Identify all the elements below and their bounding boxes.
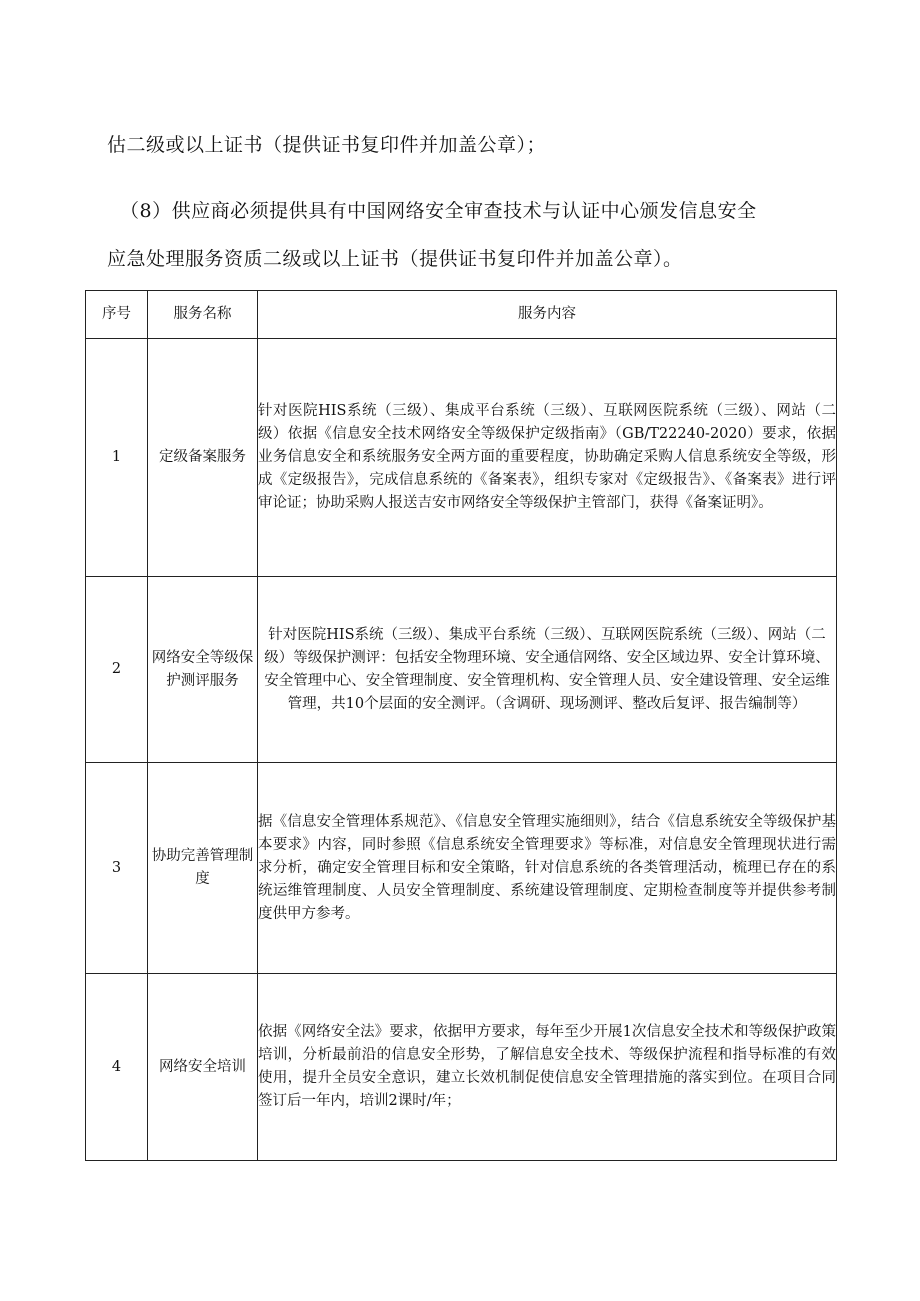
row-service-content: 据《信息安全管理体系规范》、《信息安全管理实施细则》，结合《信息系统安全等级保护基本要求》内容，同时参照《信息系统安全管理要求》等标准，对信息安全管理现状进行需求分析，确定安全管理目标和安全策略，针对信息系统的各类管理活动，梳理已存在的系统运维管理制度、人员安全管理制度、系统建设管理制度、定期检查制度等并提供参考制度供甲方参考。 <box>258 763 837 974</box>
paragraph-1: 估二级或以上证书（提供证书复印件并加盖公章）； <box>107 134 547 156</box>
paragraph-3: 应急处理服务资质二级或以上证书（提供证书复印件并加盖公章）。 <box>107 248 683 270</box>
table-row <box>86 974 837 1161</box>
header-service-content: 服务内容 <box>258 291 837 339</box>
header-service-name: 服务名称 <box>148 291 258 339</box>
paragraph-2: （8）供应商必须提供具有中国网络安全审查技术与认证中心颁发信息安全 <box>120 200 757 222</box>
table-header-row <box>86 291 837 339</box>
row-service-name: 网络安全等级保护测评服务 <box>148 577 258 763</box>
table-row <box>86 763 837 974</box>
service-table <box>85 290 837 1161</box>
row-service-content: 针对医院HIS系统（三级）、集成平台系统（三级）、互联网医院系统（三级）、网站（二级）等级保护测评：包括安全物理环境、安全通信网络、安全区域边界、安全计算环境、安全管理中心、安全管理制度、安全管理机构、安全管理人员、安全建设管理、安全运维管理，共10个层面的安全测评。（含调研、现场测评、整改后复评、报告编制等） <box>258 577 837 763</box>
row-service-name: 网络安全培训 <box>148 974 258 1161</box>
row-service-name: 协助完善管理制度 <box>148 763 258 974</box>
row-no: 3 <box>86 763 148 974</box>
row-service-content: 依据《网络安全法》要求，依据甲方要求，每年至少开展1次信息安全技术和等级保护政策培训，分析最前沿的信息安全形势，了解信息安全技术、等级保护流程和指导标准的有效使用，提升全员安全意识，建立长效机制促使信息安全管理措施的落实到位。在项目合同签订后一年内，培训2课时/年； <box>258 974 837 1161</box>
row-no: 1 <box>86 339 148 577</box>
header-no: 序号 <box>86 291 148 339</box>
row-no: 4 <box>86 974 148 1161</box>
row-service-content: 针对医院HIS系统（三级）、集成平台系统（三级）、互联网医院系统（三级）、网站（二级）依据《信息安全技术网络安全等级保护定级指南》（GB/T22240-2020）要求，依据业务信息安全和系统服务安全两方面的重要程度，协助确定采购人信息系统安全等级，形成《定级报告》，完成信息系统的《备案表》，组织专家对《定级报告》、《备案表》进行评审论证；协助采购人报送吉安市网络安全等级保护主管部门，获得《备案证明》。 <box>258 339 837 577</box>
table-row <box>86 577 837 763</box>
row-service-name: 定级备案服务 <box>148 339 258 577</box>
row-no: 2 <box>86 577 148 763</box>
table-row <box>86 339 837 577</box>
